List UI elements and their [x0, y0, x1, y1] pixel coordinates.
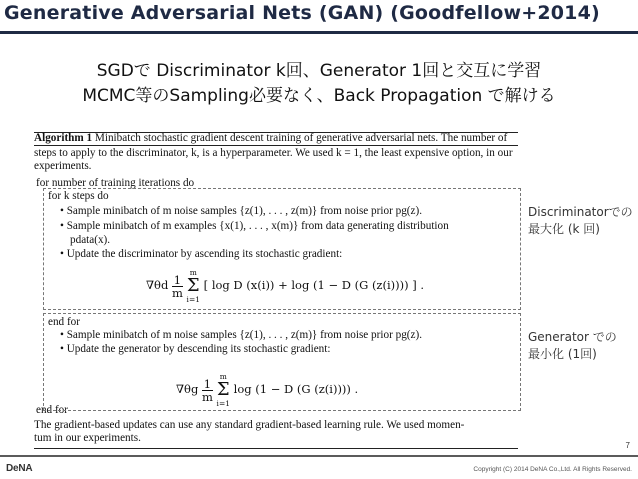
g-grad-body: log (1 − D (G (z(i)))) . — [233, 382, 359, 396]
generator-note-line-1: Generator での — [528, 330, 617, 344]
algorithm-bottom-rule — [34, 448, 518, 449]
g-sum-bottom: i=1 — [216, 399, 231, 408]
g-step-noise: • Sample minibatch of m noise samples {z(1), . . . , z(m)} from noise prior pg(z). — [60, 329, 423, 341]
title-underline — [0, 31, 638, 34]
algorithm-footer-1: The gradient-based updates can use any standard gradient-based learning rule. We used momen- — [34, 419, 465, 431]
algorithm-caption-3: experiments. — [34, 160, 92, 172]
discriminator-note-line-2: 最大化 (k 回) — [528, 222, 600, 236]
discriminator-note-line-1: Discriminatorでの — [528, 205, 633, 219]
generator-note — [528, 329, 617, 363]
footer-rule — [0, 455, 638, 457]
d-step-examples: • Sample minibatch of m examples {x(1), . . . , x(m)} from data generating distribution — [60, 220, 449, 232]
d-step-examples-cont: pdata(x). — [70, 234, 111, 246]
algorithm-caption-2: steps to apply to the discriminator, k, is a hyperparameter. We used k = 1, the least expensive option, in our — [34, 147, 513, 159]
d-grad-body: [ log D (x(i)) + log (1 − D (G (z(i)))) ] . — [203, 278, 425, 292]
g-sum: m Σ i=1 — [216, 372, 231, 408]
g-sum-top: m — [219, 372, 227, 381]
algorithm-footer-2: tum in our experiments. — [34, 432, 141, 444]
d-step-noise: • Sample minibatch of m noise samples {z(1), . . . , z(m)} from noise prior pg(z). — [60, 205, 423, 217]
d-frac-den: m — [171, 285, 183, 300]
discriminator-note — [528, 204, 633, 238]
d-sum-bottom: i=1 — [186, 295, 201, 304]
d-frac-num: 1 — [173, 272, 182, 287]
d-sum-top: m — [189, 268, 197, 277]
inner-for-line: for k steps do — [48, 190, 109, 202]
d-step-update: • Update the discriminator by ascending its stochastic gradient: — [60, 248, 343, 260]
page-number: 7 — [625, 441, 630, 450]
g-step-update: • Update the generator by descending its stochastic gradient: — [60, 343, 331, 355]
g-frac-num: 1 — [203, 376, 212, 391]
algorithm-label: Algorithm 1 — [34, 132, 93, 144]
algorithm-caption-1: Minibatch stochastic gradient descent training of generative adversarial nets. The number of — [94, 132, 508, 144]
company-logo: DeNA — [6, 463, 33, 474]
subtitle-line-1: SGDで Discriminator k回、Generator 1回と交互に学習 — [96, 61, 542, 81]
subtitle-line-2: MCMC等のSampling必要なく、Back Propagation で解ける — [82, 86, 556, 106]
end-inner-for: end for — [48, 316, 80, 328]
d-grad-operator: ∇θd — [146, 278, 169, 292]
g-frac-den: m — [201, 389, 213, 404]
outer-for-line: for number of training iterations do — [36, 177, 195, 189]
discriminator-box — [43, 188, 521, 310]
slide-title: Generative Adversarial Nets (GAN) (Goodfellow+2014) — [4, 2, 600, 24]
generator-note-line-2: 最小化 (1回) — [528, 347, 597, 361]
end-outer-for: end for — [36, 404, 68, 416]
generator-box — [43, 313, 521, 411]
copyright-text: Copyright (C) 2014 DeNA Co.,Ltd. All Rights Reserved. — [473, 466, 632, 473]
g-grad-operator: ∇θg — [176, 382, 199, 396]
d-sum: m Σ i=1 — [186, 268, 201, 304]
